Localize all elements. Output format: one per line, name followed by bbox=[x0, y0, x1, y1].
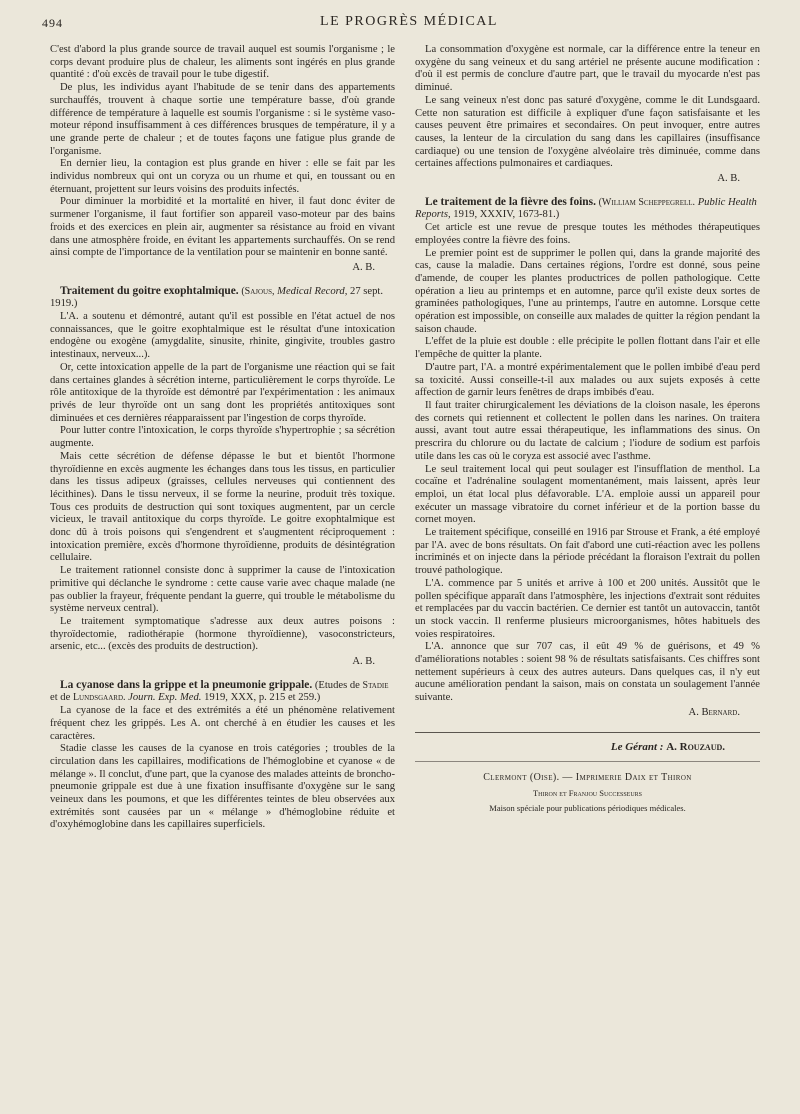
paragraph: Il faut traiter chirurgicalement les déviations de la cloison nasale, les éperons des cornets qui retiennent et collectent le pollen dans les narines. On traitera aussi, avant tout autre essai thérapeutique, les inflammations des sinus. On prescrira du chlorure ou du lactate de calcium ; l'iodure de sodium est parfois utile dans les cas où le coryza est associé avec l'asthme. bbox=[415, 399, 760, 462]
article-source: Medical Record, bbox=[277, 285, 348, 297]
paragraph: Stadie classe les causes de la cyanose en trois catégories ; troubles de la circulation dans les capillaires, modifications de l'hémoglobine et cyanose « de mélange ». Il conclut, d'une part, que la cyanose des malades atteints de broncho-pneumonie grippale est due à une fixation insuffisante d'oxygène sur le sang veineux dans les poumons, et que les différentes teintes de bleu observées aux extrémités sont causées par un « mélange » d'hémoglobine réduite et d'oxyhémoglobine dans les capillaires superficiels. bbox=[50, 743, 395, 831]
paragraph: Cet article est une revue de presque toutes les méthodes thérapeutiques employées contre la fièvre des foins. bbox=[415, 222, 760, 246]
paragraph: L'A. commence par 5 unités et arrive à 100 et 200 unités. Aussitôt que le pollen spécifique apparaît dans l'atmosphère, les injections d'extrait sont réduites et remplacées par du vaccin bactérien. Ce dernier est tantôt un autovaccin, tantôt un stock vaccin. Il renferme plusieurs microorganismes, hôtes habituels des voies respiratoires. bbox=[415, 577, 760, 640]
paragraph: La consommation d'oxygène est normale, car la différence entre la teneur en oxygène du sang veineux et du sang artériel ne présente aucune modification : d'où il est permis de conclure d'autre part, que le travail du myocarde n'est pas diminué. bbox=[415, 44, 760, 94]
right-column bbox=[415, 44, 760, 814]
printer-specialty: Maison spéciale pour publications périodiques médicales. bbox=[489, 802, 686, 813]
article-signature: A. B. bbox=[352, 261, 375, 273]
paragraph: De plus, les individus ayant l'habitude de se tenir dans des appartements surchauffés, trouvent à chaque sortie une température basse, d'où grande différence de température à laquelle est soumis l'organisme : si le système vaso-moteur répond insuffisamment à ces différences brusques de température, il y a une grande perte de chaleur ; et de toutes façons une fatigue plus grande de l'organisme. bbox=[50, 82, 395, 157]
paragraph: L'effet de la pluie est double : elle précipite le pollen flottant dans l'air et elle l'empêche de quitter la plante. bbox=[415, 336, 760, 361]
paragraph: Le traitement rationnel consiste donc à supprimer la cause de l'intoxication primitive qui déclanche le syndrome : cette cause varie avec chaque malade (ne pas oublier la frayeur, fréquente pendant la guerre, qui trouble le métabolisme du système nerveux central). bbox=[50, 565, 395, 615]
article-author: Lundsgaard. bbox=[72, 692, 126, 704]
article-author: (Sajous, bbox=[241, 285, 275, 297]
left-column bbox=[50, 44, 395, 832]
article-author: Stadie bbox=[362, 679, 389, 691]
article-heading bbox=[50, 285, 395, 311]
paragraph: Le sang veineux n'est donc pas saturé d'oxygène, comme le dit Lundsgaard. Cette non saturation est difficile à expliquer d'une façon satisfaisante et les causes peuvent être primaires et secondaires. On peut invoquer, entre autres causes, la lenteur de la circulation du sang dans les capillaires (insuffisance cardiaque) ou une tension de l'oxygène alvéolaire très diminuée, comme dans certaines affections pulmonaires et cardiaques. bbox=[415, 94, 760, 170]
article-signature-text: A. Bernard. bbox=[688, 706, 740, 718]
gerant-line bbox=[415, 741, 760, 754]
gerant-label: Le Gérant : bbox=[610, 740, 664, 753]
paragraph: En dernier lieu, la contagion est plus grande en hiver : elle se fait par les individus nombreux qui ont un coryza ou un rhume et qui, en toussant ou en éternuant, projettent sur leurs voisins des produits infectés. bbox=[50, 158, 395, 195]
paragraph: Pour lutter contre l'intoxication, le corps thyroïde s'hypertrophie ; sa sécrétion augmente. bbox=[50, 425, 395, 450]
page-number: 494 bbox=[42, 16, 63, 30]
article-source: Public Health Reports, bbox=[415, 196, 757, 221]
printer-successors: Thiron et Franjou Successeurs bbox=[532, 787, 643, 798]
paragraph: Le seul traitement local qui peut soulager est l'insufflation de menthol. La cocaïne et l'adrénaline soulagent momentanément, mais laissent, après leur emploi, un état local plus défavorable. L'A. emploie aussi un appareil pour exécuter un massage vibratoire du cornet inférieur et de la portion basse du cornet moyen. bbox=[415, 463, 760, 526]
article-date: 1919, XXX, p. 215 et 259.) bbox=[204, 692, 321, 704]
article-source: Journ. Exp. Med. bbox=[128, 692, 202, 704]
article-winter-hygiene bbox=[50, 44, 395, 275]
paragraph: Mais cette sécrétion de défense dépasse le but et bientôt l'hormone thyroïdienne en excès augmente les échanges dans tous les tissus, en particulier dans les tissus adipeux (graisses, cellules nerveuses qui contiennent des lécithines). Dans le tissu nerveux, il se forme la neurine, produit très toxique. Tous ces produits de destruction qui sont toxiques augmentent, par un cercle vicieux, le travail antitoxique du corps thyroïde. Le goitre exophtalmique est donc dû à trois poisons qui s'engendrent et s'augmentent réciproquement : intoxication première, excès d'hormone thyroïdienne, produits de désintégration cellulaire. bbox=[50, 450, 395, 564]
footer-divider bbox=[415, 761, 760, 762]
paragraph: L'A. annonce que sur 707 cas, il eût 49 % de guérisons, et 49 % d'améliorations notables : soient 98 % de résultats satisfaisants. Ces chiffres sont nettement supérieurs à ceux des autres auteurs. Dans quelques cas, il n'y eut aucune amélioration pendant la saison, mais on constata un soulagement l'année suivante. bbox=[415, 641, 760, 704]
article-hay-fever bbox=[415, 196, 760, 720]
article-title: Le traitement de la fièvre des foins. bbox=[425, 195, 596, 208]
reference-text: (Etudes de bbox=[314, 679, 360, 691]
article-date: 1919, XXXIV, 1673-81.) bbox=[453, 209, 560, 221]
paragraph: L'A. a soutenu et démontré, autant qu'il est possible en l'état actuel de nos connaissances, que le goitre exophtalmique est le résultat d'une intoxication endogène ou exogène (amygdalite, sinusite, rhinite, gingivite, troubles gastro intestinaux, nerveux...). bbox=[50, 311, 395, 361]
paragraph: Or, cette intoxication appelle de la part de l'organisme une réaction qui se fait dans certaines glandes à sécrétion interne, particulièrement le corps thyroïde. Le rôle antitoxique de la thyroïde est démontré par l'expérimentation : les animaux privés de leur thyroïde ont un sang dont les propriétés antitoxiques sont diminuées et ces dernières réapparaissent par l'ingestion de corps thyroïde. bbox=[50, 361, 395, 424]
printer-imprint bbox=[415, 772, 760, 814]
article-date: 27 sept. 1919.) bbox=[50, 285, 383, 310]
reference-text: et de bbox=[50, 692, 71, 704]
paragraph: D'autre part, l'A. a montré expérimentalement que le pollen imbibé d'eau perd sa toxicité. Aussi conseille-t-il aux malades ou aux sujets exposés à cette affection de garnir leurs fenêtres de draps imbibés d'eau. bbox=[415, 361, 760, 399]
article-goitre bbox=[50, 285, 395, 669]
article-signature: A. B. bbox=[717, 173, 740, 185]
article-title: Traitement du goitre exophtalmique. bbox=[60, 284, 239, 297]
gerant-name: A. Rouzaud. bbox=[666, 740, 725, 753]
paragraph: Le traitement spécifique, conseillé en 1916 par Strouse et Frank, a été employé par l'A. avec de bons résultats. On fait d'abord une cuti-réaction avec les pollens incriminés et on injecte dans la période précédant la floraison l'extrait du pollen trouvé pathologique. bbox=[415, 527, 760, 577]
article-heading bbox=[415, 196, 760, 222]
article-cyanose-continued bbox=[415, 44, 760, 186]
article-signature: A. B. bbox=[352, 656, 375, 668]
article-author: (William Scheppegrell. bbox=[598, 196, 696, 208]
printer-name: Clermont (Oise). — Imprimerie Daix et Thiron bbox=[483, 772, 692, 784]
paragraph: La cyanose de la face et des extrémités a été un phénomène relativement fréquent chez les grippés. Les A. ont cherché à en étudier les causes et les caractères. bbox=[50, 705, 395, 742]
article-cyanose bbox=[50, 679, 395, 832]
article-heading bbox=[50, 679, 395, 705]
page-header bbox=[42, 14, 776, 36]
paragraph: Le traitement symptomatique s'adresse aux deux autres poisons : thyroïdectomie, radiothérapie (hormone thyroïdienne), vasoconstricteurs, arsenic, etc... (excès des produits de destruction). bbox=[50, 615, 395, 653]
journal-title: LE PROGRÈS MÉDICAL bbox=[320, 14, 498, 29]
paragraph: C'est d'abord la plus grande source de travail auquel est soumis l'organisme ; le corps devant produire plus de chaleur, les aliments sont ingérés en plus grande quantité : d'où excès de travail pour le tube digestif. bbox=[50, 44, 395, 81]
article-title: La cyanose dans la grippe et la pneumonie grippale. bbox=[60, 678, 313, 691]
section-divider bbox=[415, 732, 760, 733]
article-signature bbox=[415, 707, 760, 720]
paragraph: Pour diminuer la morbidité et la mortalité en hiver, il faut donc éviter de surmener l'organisme, il faut fortifier son appareil vaso-moteur par des bains froids et des exercices en plein air, augmenter sa résistance au froid en vivant dans une atmosphère froide, en évitant les appartements surchauffés. On se rend ainsi compte de l'importance de la ventilation pour se maintenir en bonne santé. bbox=[50, 196, 395, 259]
paragraph: Le premier point est de supprimer le pollen qui, dans la grande majorité des cas, cause la maladie. Dans certaines régions, l'ordre est donné, sous peine d'amende, de couper les plantes productrices de pollen pathologique. Cette opération a lieu au printemps et en automne, parce qu'il existe deux sortes de graminées pathologiques, l'une au printemps, l'autre en automne. Lorsque cette opération est impossible, on conseille aux malades de quitter la région pendant la saison chaude. bbox=[415, 247, 760, 335]
